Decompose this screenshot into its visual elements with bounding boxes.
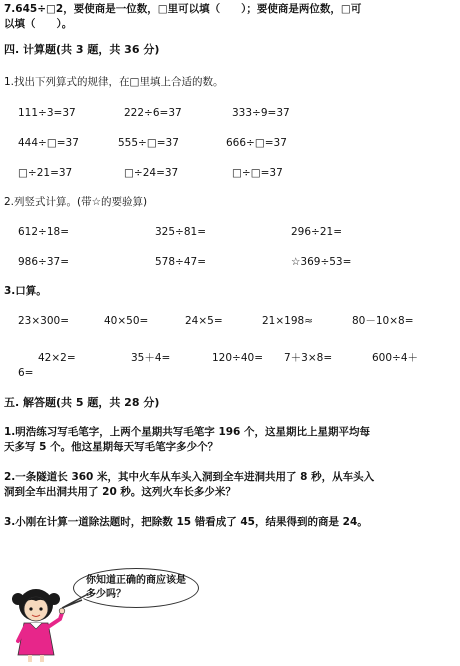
mental-r2c4: 7＋3×8= [284,352,333,364]
pattern-r1c3: 333÷9=37 [232,107,290,119]
q7-line1: 7.645÷□2，要使商是一位数，□里可以填（ ）；要使商是两位数，□可 [4,3,362,15]
bubble-line1: 你知道正确的商应该是 [86,575,186,586]
mental-r2c2: 35＋4= [131,352,171,364]
bubble-text [86,574,196,602]
mental-r2c3: 120÷40= [212,352,263,364]
vertical-r2c1: 986÷37= [18,256,69,268]
mental-r2c5: 600÷4＋ [372,352,419,364]
s5-q2-line1: 2.一条隧道长 360 米，其中火车从车头入洞到全车进洞共用了 8 秒，从车头入 [4,471,375,483]
s4-q1-prompt: 1.找出下列算式的规律，在□里填上合适的数。 [4,76,224,88]
vertical-r1c2: 325÷81= [155,226,206,238]
s5-q2-line2: 洞到全车出洞共用了 20 秒。这列火车长多少米？ [4,486,236,498]
girl-illustration [8,585,68,663]
vertical-r2c3: ☆369÷53= [291,256,352,268]
s4-q3-prompt: 3.口算。 [4,285,47,297]
mental-r2-wrap: 6= [18,367,34,379]
s5-q1-line1: 1.明浩练习写毛笔字，上两个星期共写毛笔字 196 个，这星期比上星期平均每 [4,426,371,438]
vertical-r1c1: 612÷18= [18,226,69,238]
pattern-r1c1: 111÷3=37 [18,107,76,119]
mental-r1c1: 23×300= [18,315,69,327]
pattern-r1c2: 222÷6=37 [124,107,182,119]
mental-r1c2: 40×50= [104,315,149,327]
pattern-r3c2: □÷24=37 [124,167,179,179]
bubble-line2: 多少吗？ [86,589,126,600]
mental-r1c5: 80－10×8= [352,315,414,327]
pattern-r3c1: □÷21=37 [18,167,73,179]
s5-q1-line2: 天多写 5 个。他这星期每天写毛笔字多少个？ [4,441,219,453]
pattern-r2c3: 666÷□=37 [226,137,287,149]
mental-r1c3: 24×5= [185,315,223,327]
pattern-r2c2: 555÷□=37 [118,137,179,149]
mental-r1c4: 21×198≈ [262,315,313,327]
pattern-r2c1: 444÷□=37 [18,137,79,149]
vertical-r2c2: 578÷47= [155,256,206,268]
mental-r2c1: 42×2= [38,352,76,364]
s4-q2-prompt: 2.列竖式计算。(带☆的要验算) [4,196,148,208]
section5-title: 五. 解答题(共 5 题，共 28 分) [4,396,160,409]
vertical-r1c3: 296÷21= [291,226,342,238]
section4-title: 四. 计算题(共 3 题，共 36 分) [4,43,160,56]
pattern-r3c3: □÷□=37 [232,167,283,179]
s5-q3-line1: 3.小刚在计算一道除法题时，把除数 15 错看成了 45，结果得到的商是 24。 [4,516,368,528]
q7-line2: 以填（ ）。 [4,18,73,30]
